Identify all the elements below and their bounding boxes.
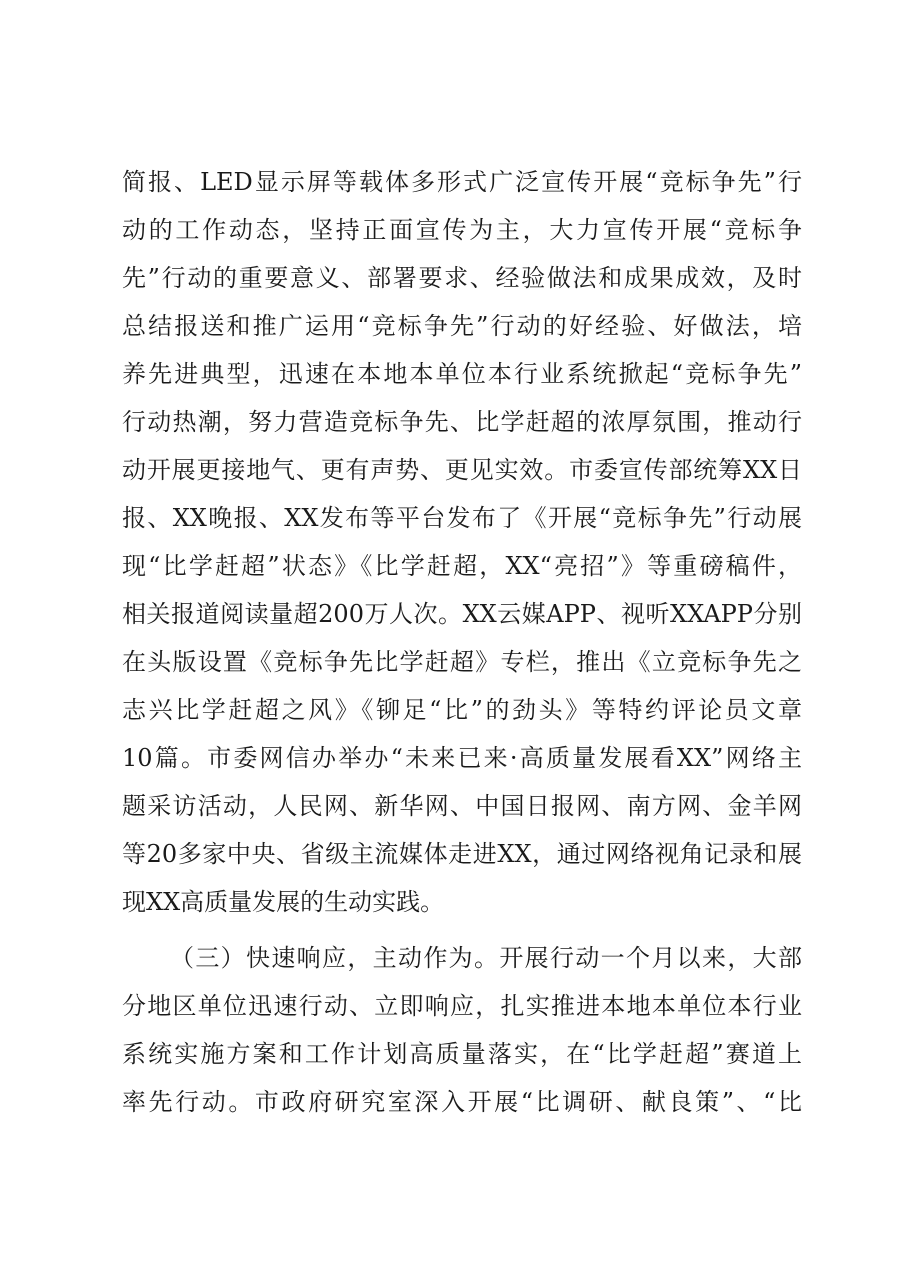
paragraph-spacer bbox=[122, 926, 802, 934]
text-line: 10篇。市委网信办举办“未来已来·高质量发展看XX”网络主 bbox=[122, 744, 802, 772]
text-line-last: 现XX高质量发展的生动实践。 bbox=[122, 888, 445, 916]
text-line: 相关报道阅读量超200万人次。XX云媒APP、视听XXAPP分别 bbox=[122, 600, 802, 628]
text-line: 志兴比学赶超之风》《铆足“比”的劲头》等特约评论员文章 bbox=[122, 696, 802, 724]
text-line: 总结报送和推广运用“竞标争先”行动的好经验、好做法，培 bbox=[122, 312, 802, 340]
text-line: 报、XX晚报、XX发布等平台发布了《开展“竞标争先”行动展 bbox=[122, 504, 802, 532]
text-line: 率先行动。市政府研究室深入开展“比调研、献良策”、“比 bbox=[122, 1088, 802, 1116]
text-line: 现“比学赶超”状态》《比学赶超，XX“亮招”》等重磅稿件， bbox=[122, 552, 802, 580]
document-body bbox=[122, 158, 802, 1126]
text-line-first: （三）快速响应，主动作为。开展行动一个月以来，大部 bbox=[170, 944, 802, 972]
text-line: 系统实施方案和工作计划高质量落实，在“比学赶超”赛道上 bbox=[122, 1040, 802, 1068]
text-line: 等20多家中央、省级主流媒体走进XX，通过网络视角记录和展 bbox=[122, 840, 802, 868]
text-line: 先”行动的重要意义、部署要求、经验做法和成果成效，及时 bbox=[122, 264, 802, 292]
paragraph-1 bbox=[122, 158, 802, 926]
text-line: 行动热潮，努力营造竞标争先、比学赶超的浓厚氛围，推动行 bbox=[122, 408, 802, 436]
text-line: 动的工作动态，坚持正面宣传为主，大力宣传开展“竞标争 bbox=[122, 216, 802, 244]
text-line: 分地区单位迅速行动、立即响应，扎实推进本地本单位本行业 bbox=[122, 992, 802, 1020]
paragraph-2 bbox=[122, 934, 802, 1126]
text-line: 题采访活动，人民网、新华网、中国日报网、南方网、金羊网 bbox=[122, 792, 802, 820]
text-line: 在头版设置《竞标争先比学赶超》专栏，推出《立竞标争先之 bbox=[122, 648, 802, 676]
text-line: 动开展更接地气、更有声势、更见实效。市委宣传部统筹XX日 bbox=[122, 456, 802, 484]
text-line: 简报、LED显示屏等载体多形式广泛宣传开展“竞标争先”行 bbox=[122, 168, 802, 196]
text-line: 养先进典型，迅速在本地本单位本行业系统掀起“竞标争先” bbox=[122, 360, 802, 388]
